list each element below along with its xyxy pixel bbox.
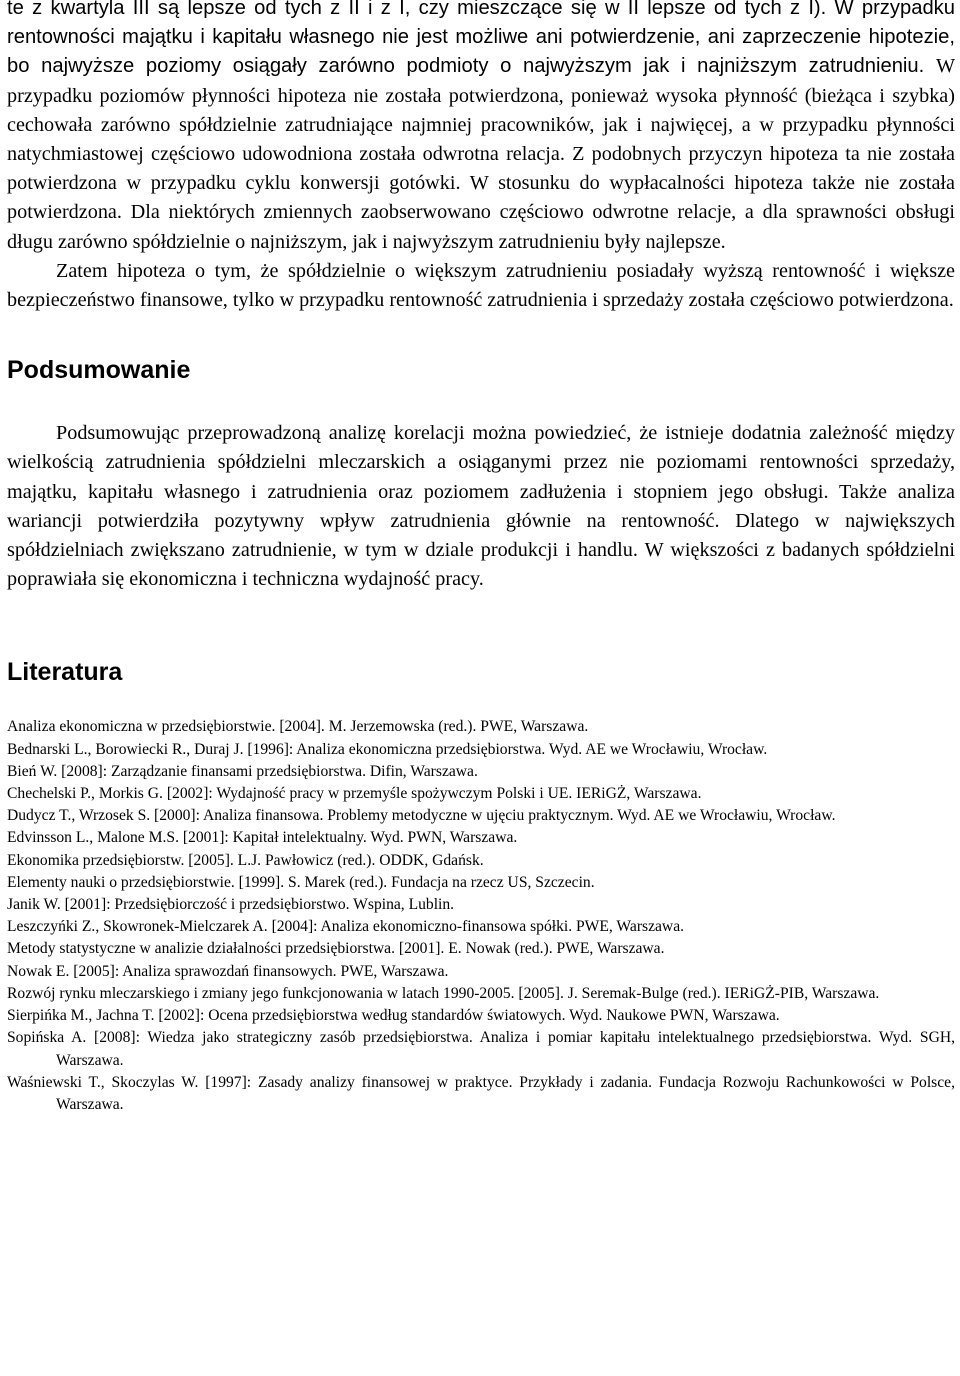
paragraph-text: Zatem hipoteza o tym, że spółdzielnie o większym zatrudnieniu posiadały wyższą rentowność i większe bezpieczeństwo finansowe, tylko w przypadku rentowność zatrudnienia i sprzedaży została częściowo potwierdzona. xyxy=(7,259,955,312)
reference-item: Chechelski P., Morkis G. [2002]: Wydajność pracy w przemyśle spożywczym Polski i UE. IERiGŻ, Warszawa. xyxy=(7,785,702,803)
reference-item: Janik W. [2001]: Przedsiębiorczość i przedsiębiorstwo. Wspina, Lublin. xyxy=(7,896,455,914)
body-paragraph-hypothesis xyxy=(7,257,955,315)
summary-paragraph: Podsumowując przeprowadzoną analizę korelacji można powiedzieć, że istnieje dodatnia zależność między wielkością zatrudnienia spółdzielni mleczarskich a osiąganymi przez nie poziomami rentowności sprzedaży, majątku, kapitału własnego i zatrudnienia oraz poziomem zadłużenia i stopniem jego obsługi. Także analiza wariancji potwierdziła pozytywny wpływ zatrudnienia głównie na rentowność. Dlatego w największych spółdzielniach zwiększano zatrudnienie, w tym w dziale produkcji i handlu. W większości z badanych spółdzielni poprawiała się ekonomiczna i techniczna wydajność pracy. xyxy=(7,422,955,591)
reference-item: Rozwój rynku mleczarskiego i zmiany jego funkcjonowania w latach 1990-2005. [2005]. J. Seremak-Bulge (red.). IERiGŻ-PIB, Warszawa. xyxy=(7,984,880,1002)
reference-item: Waśniewski T., Skoczylas W. [1997]: Zasady analizy finansowej w praktyce. Przykłady i zadania. Fundacja Rozwoju Rachunkowości w Polsce, Warszawa. xyxy=(7,1073,955,1113)
reference-item: Analiza ekonomiczna w przedsiębiorstwie. [2004]. M. Jerzemowska (red.). PWE, Warszawa. xyxy=(7,718,589,736)
reference-item: Sopińska A. [2008]: Wiedza jako strategiczny zasób przedsiębiorstwa. Analiza i pomiar kapitału intelektualnego przedsiębiorstwa. Wyd. SGH, Warszawa. xyxy=(7,1029,955,1069)
section-heading-literature: Literatura xyxy=(7,658,123,687)
reference-item: Nowak E. [2005]: Analiza sprawozdań finansowych. PWE, Warszawa. xyxy=(7,962,449,980)
reference-item: Sierpińka M., Jachna T. [2002]: Ocena przedsiębiorstwa według standardów światowych. Wyd. Naukowe PWN, Warszawa. xyxy=(7,1007,780,1025)
reference-item: Elementy nauki o przedsiębiorstwie. [1999]. S. Marek (red.). Fundacja na rzecz US, Szczecin. xyxy=(7,873,595,891)
reference-item: Bień W. [2008]: Zarządzanie finansami przedsiębiorstwa. Difin, Warszawa. xyxy=(7,762,478,780)
reference-item: Leszczyńki Z., Skowronek-Mielczarek A. [2004]: Analiza ekonomiczno-finansowa spółki. PWE, Warszawa. xyxy=(7,918,685,936)
document-page xyxy=(7,0,955,1132)
body-paragraph-conclusions xyxy=(7,0,955,257)
reference-item: Metody statystyczne w analizie działalności przedsiębiorstwa. [2001]. E. Nowak (red.). PWE, Warszawa. xyxy=(7,940,665,958)
paragraph-text-sans: te z kwartyla III są lepsze od tych z II i z I, czy mieszczące się w II lepsze od tych z I). W przypadku rentowności majątku i kapitału własnego nie jest możliwe ani potwierdzenie, ani zaprzeczenie hipotezie, bo najwyższe poziomy osiągały zarówno podmioty o najwyższym jak i najniższym zatrudnieniu. xyxy=(7,0,955,78)
reference-list xyxy=(7,716,955,1116)
paragraph-text: W przypadku poziomów płynności hipoteza nie została potwierdzona, ponieważ wysoka płynność (bieżąca i szybka) cechowała zarówno spółdzielnie zatrudniające najmniej pracowników, jak i najwięcej, a w przypadku płynności natychmiastowej częściowo udowodniona została odwrotna relacja. Z podobnych przyczyn hipoteza ta nie została potwierdzona w przypadku cyklu konwersji gotówki. W stosunku do wypłacalności hipoteza także nie została potwierdzona. Dla niektórych zmiennych zaobserwowano częściowo odwrotne relacje, a dla sprawności obsługi długu zarówno spółdzielnie o najniższym, jak i najwyższym zatrudnieniu były najlepsze. xyxy=(7,55,955,253)
reference-item: Ekonomika przedsiębiorstw. [2005]. L.J. Pawłowicz (red.). ODDK, Gdańsk. xyxy=(7,851,484,869)
reference-item: Bednarski L., Borowiecki R., Duraj J. [1996]: Analiza ekonomiczna przedsiębiorstwa. Wyd. AE we Wrocławiu, Wrocław. xyxy=(7,740,768,758)
section-heading-summary: Podsumowanie xyxy=(7,356,191,385)
reference-item: Edvinsson L., Malone M.S. [2001]: Kapitał intelektualny. Wyd. PWN, Warszawa. xyxy=(7,829,518,847)
reference-item: Dudycz T., Wrzosek S. [2000]: Analiza finansowa. Problemy metodyczne w ujęciu praktycznym. Wyd. AE we Wrocławiu, Wrocław. xyxy=(7,807,836,825)
